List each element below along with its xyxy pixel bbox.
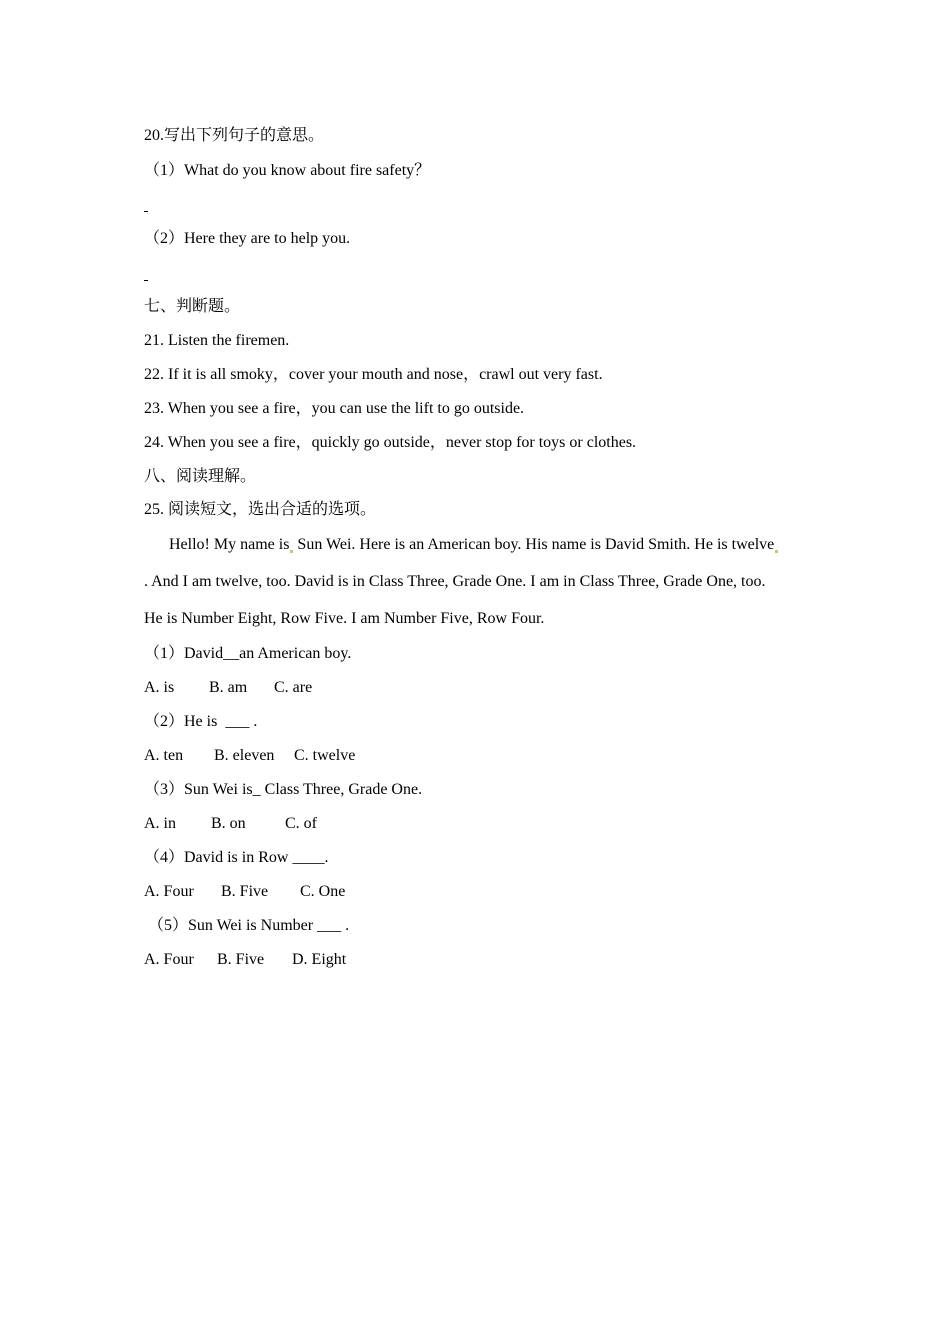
q2-option-a: A. ten [144,747,184,764]
q5-option-b: B. Five [217,951,265,968]
q2-option-b: B. eleven [214,747,275,764]
q3-option-c: C. of [285,815,317,832]
q25-title: 25. 阅读短文，选出合适的选项。 [144,501,377,518]
judgement-item-21: 21. Listen the firemen. [144,332,290,349]
q4-option-c: C. One [300,883,346,900]
question-1: （1）David__an American boy. [144,645,352,662]
passage-line-3: He is Number Eight, Row Five. I am Number Five, Row Four. [144,610,545,627]
q20-sentence-2: （2）Here they are to help you. [144,230,351,247]
q2-option-c: C. twelve [294,747,356,764]
q4-option-b: B. Five [221,883,269,900]
judgement-item-22: 22. If it is all smoky，cover your mouth and nose，crawl out very fast. [144,366,603,383]
question-2: （2）He is ___ . [144,713,258,730]
q4-option-a: A. Four [144,883,194,900]
passage-line-2: . And I am twelve, too. David is in Class Three, Grade One. I am in Class Three, Grade One, too. [144,573,766,590]
q1-option-b: B. am [209,679,248,696]
question-5: （5）Sun Wei is Number ___ . [144,917,350,934]
q20-title: 20.写出下列句子的意思。 [144,127,325,144]
judgement-item-24: 24. When you see a fire，quickly go outside，never stop for toys or clothes. [144,434,637,451]
q1-option-c: C. are [274,679,313,696]
q3-option-b: B. on [211,815,246,832]
question-4: （4）David is in Row ____. [144,849,329,866]
q20-sentence-1: （1）What do you know about fire safety？ [144,162,431,179]
question-3: （3）Sun Wei is_ Class Three, Grade One. [144,781,423,798]
q5-option-a: A. Four [144,951,194,968]
section-8-title: 八、阅读理解。 [144,468,257,485]
passage-line-1 [169,535,778,555]
q3-option-a: A. in [144,815,176,832]
edit-mark [775,550,778,553]
q5-option-d: D. Eight [292,951,347,968]
section-7-title: 七、判断题。 [144,298,241,315]
q1-option-a: A. is [144,679,175,696]
passage-line-1a: Hello! My name is [169,536,290,553]
judgement-item-23: 23. When you see a fire，you can use the lift to go outside. [144,400,525,417]
passage-line-1b: Sun Wei. Here is an American boy. His name is David Smith. He is twelve [293,536,775,553]
answer-blank-1 [144,211,148,212]
answer-blank-2 [144,280,148,281]
